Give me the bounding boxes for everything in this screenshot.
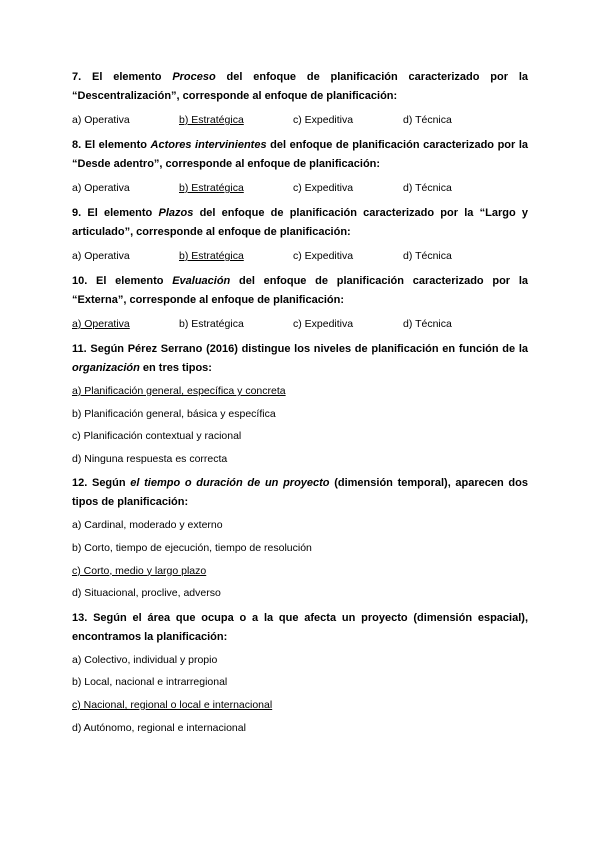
option-c: c) Planificación contextual y racional <box>72 430 242 443</box>
option-b-correct: b) Estratégica <box>179 250 244 262</box>
option-d: d) Técnica <box>403 318 452 330</box>
option-d: d) Técnica <box>403 250 452 262</box>
question-10-text: 10. El elemento Evaluación del enfoque de planificación caracterizado por la “Externa”, corresponde al enfoque de planificación: <box>72 275 529 306</box>
question-8-text: 8. El elemento Actores intervinientes del enfoque de planificación caracterizado por la “Desde adentro”, corresponde al enfoque de planificación: <box>72 139 529 170</box>
option-b-correct: b) Estratégica <box>179 114 244 126</box>
option-d: d) Autónomo, regional e internacional <box>72 721 246 734</box>
option-b: b) Local, nacional e intrarregional <box>72 676 228 689</box>
question-11-options <box>72 384 528 466</box>
question-12-options <box>72 518 528 600</box>
option-c-correct: c) Corto, medio y largo plazo <box>72 564 207 577</box>
option-c: c) Expeditiva <box>293 114 354 126</box>
option-b: b) Estratégica <box>179 318 244 330</box>
option-c-correct: c) Nacional, regional o local e internacional <box>72 698 273 711</box>
question-9-options <box>72 250 528 264</box>
question-7-options <box>72 114 528 128</box>
option-a: a) Colectivo, individual y propio <box>72 653 218 666</box>
question-9-text: 9. El elemento Plazos del enfoque de planificación caracterizado por la “Largo y articulado”, corresponde al enfoque de planificación: <box>72 207 528 238</box>
question-10 <box>72 272 528 332</box>
question-12-text: 12. Según el tiempo o duración de un proyecto (dimensión temporal), aparecen dos tipos de planificación: <box>72 477 528 509</box>
question-13-options <box>72 653 528 735</box>
question-9 <box>72 204 528 264</box>
option-d: d) Técnica <box>403 182 452 194</box>
option-c: c) Expeditiva <box>293 250 354 262</box>
option-b: b) Planificación general, básica y específica <box>72 407 276 420</box>
option-b-correct: b) Estratégica <box>179 182 244 194</box>
document-page <box>72 68 528 743</box>
option-d: d) Situacional, proclive, adverso <box>72 587 221 600</box>
option-d: d) Técnica <box>403 114 452 126</box>
option-a: a) Cardinal, moderado y externo <box>72 519 223 532</box>
option-a-correct: a) Operativa <box>72 318 130 330</box>
question-11-text: 11. Según Pérez Serrano (2016) distingue los niveles de planificación en función de la organización en tres tipos: <box>72 343 528 374</box>
option-a-correct: a) Planificación general, específica y concreta <box>72 385 286 397</box>
question-12 <box>72 474 528 600</box>
question-13 <box>72 609 528 735</box>
option-a: a) Operativa <box>72 250 130 262</box>
option-c: c) Expeditiva <box>293 182 354 194</box>
question-8 <box>72 136 528 196</box>
question-11 <box>72 340 528 466</box>
question-13-text: 13. Según el área que ocupa o a la que afecta un proyecto (dimensión espacial), encontramos la planificación: <box>72 611 528 643</box>
question-7 <box>72 68 528 128</box>
question-10-options <box>72 318 528 332</box>
option-a: a) Operativa <box>72 182 130 194</box>
option-b: b) Corto, tiempo de ejecución, tiempo de resolución <box>72 541 312 554</box>
option-d: d) Ninguna respuesta es correcta <box>72 452 228 465</box>
question-8-options <box>72 182 528 196</box>
question-7-text: 7. El elemento Proceso del enfoque de planificación caracterizado por la “Descentralización”, corresponde al enfoque de planificación: <box>72 71 529 102</box>
option-c: c) Expeditiva <box>293 318 354 330</box>
option-a: a) Operativa <box>72 114 130 126</box>
